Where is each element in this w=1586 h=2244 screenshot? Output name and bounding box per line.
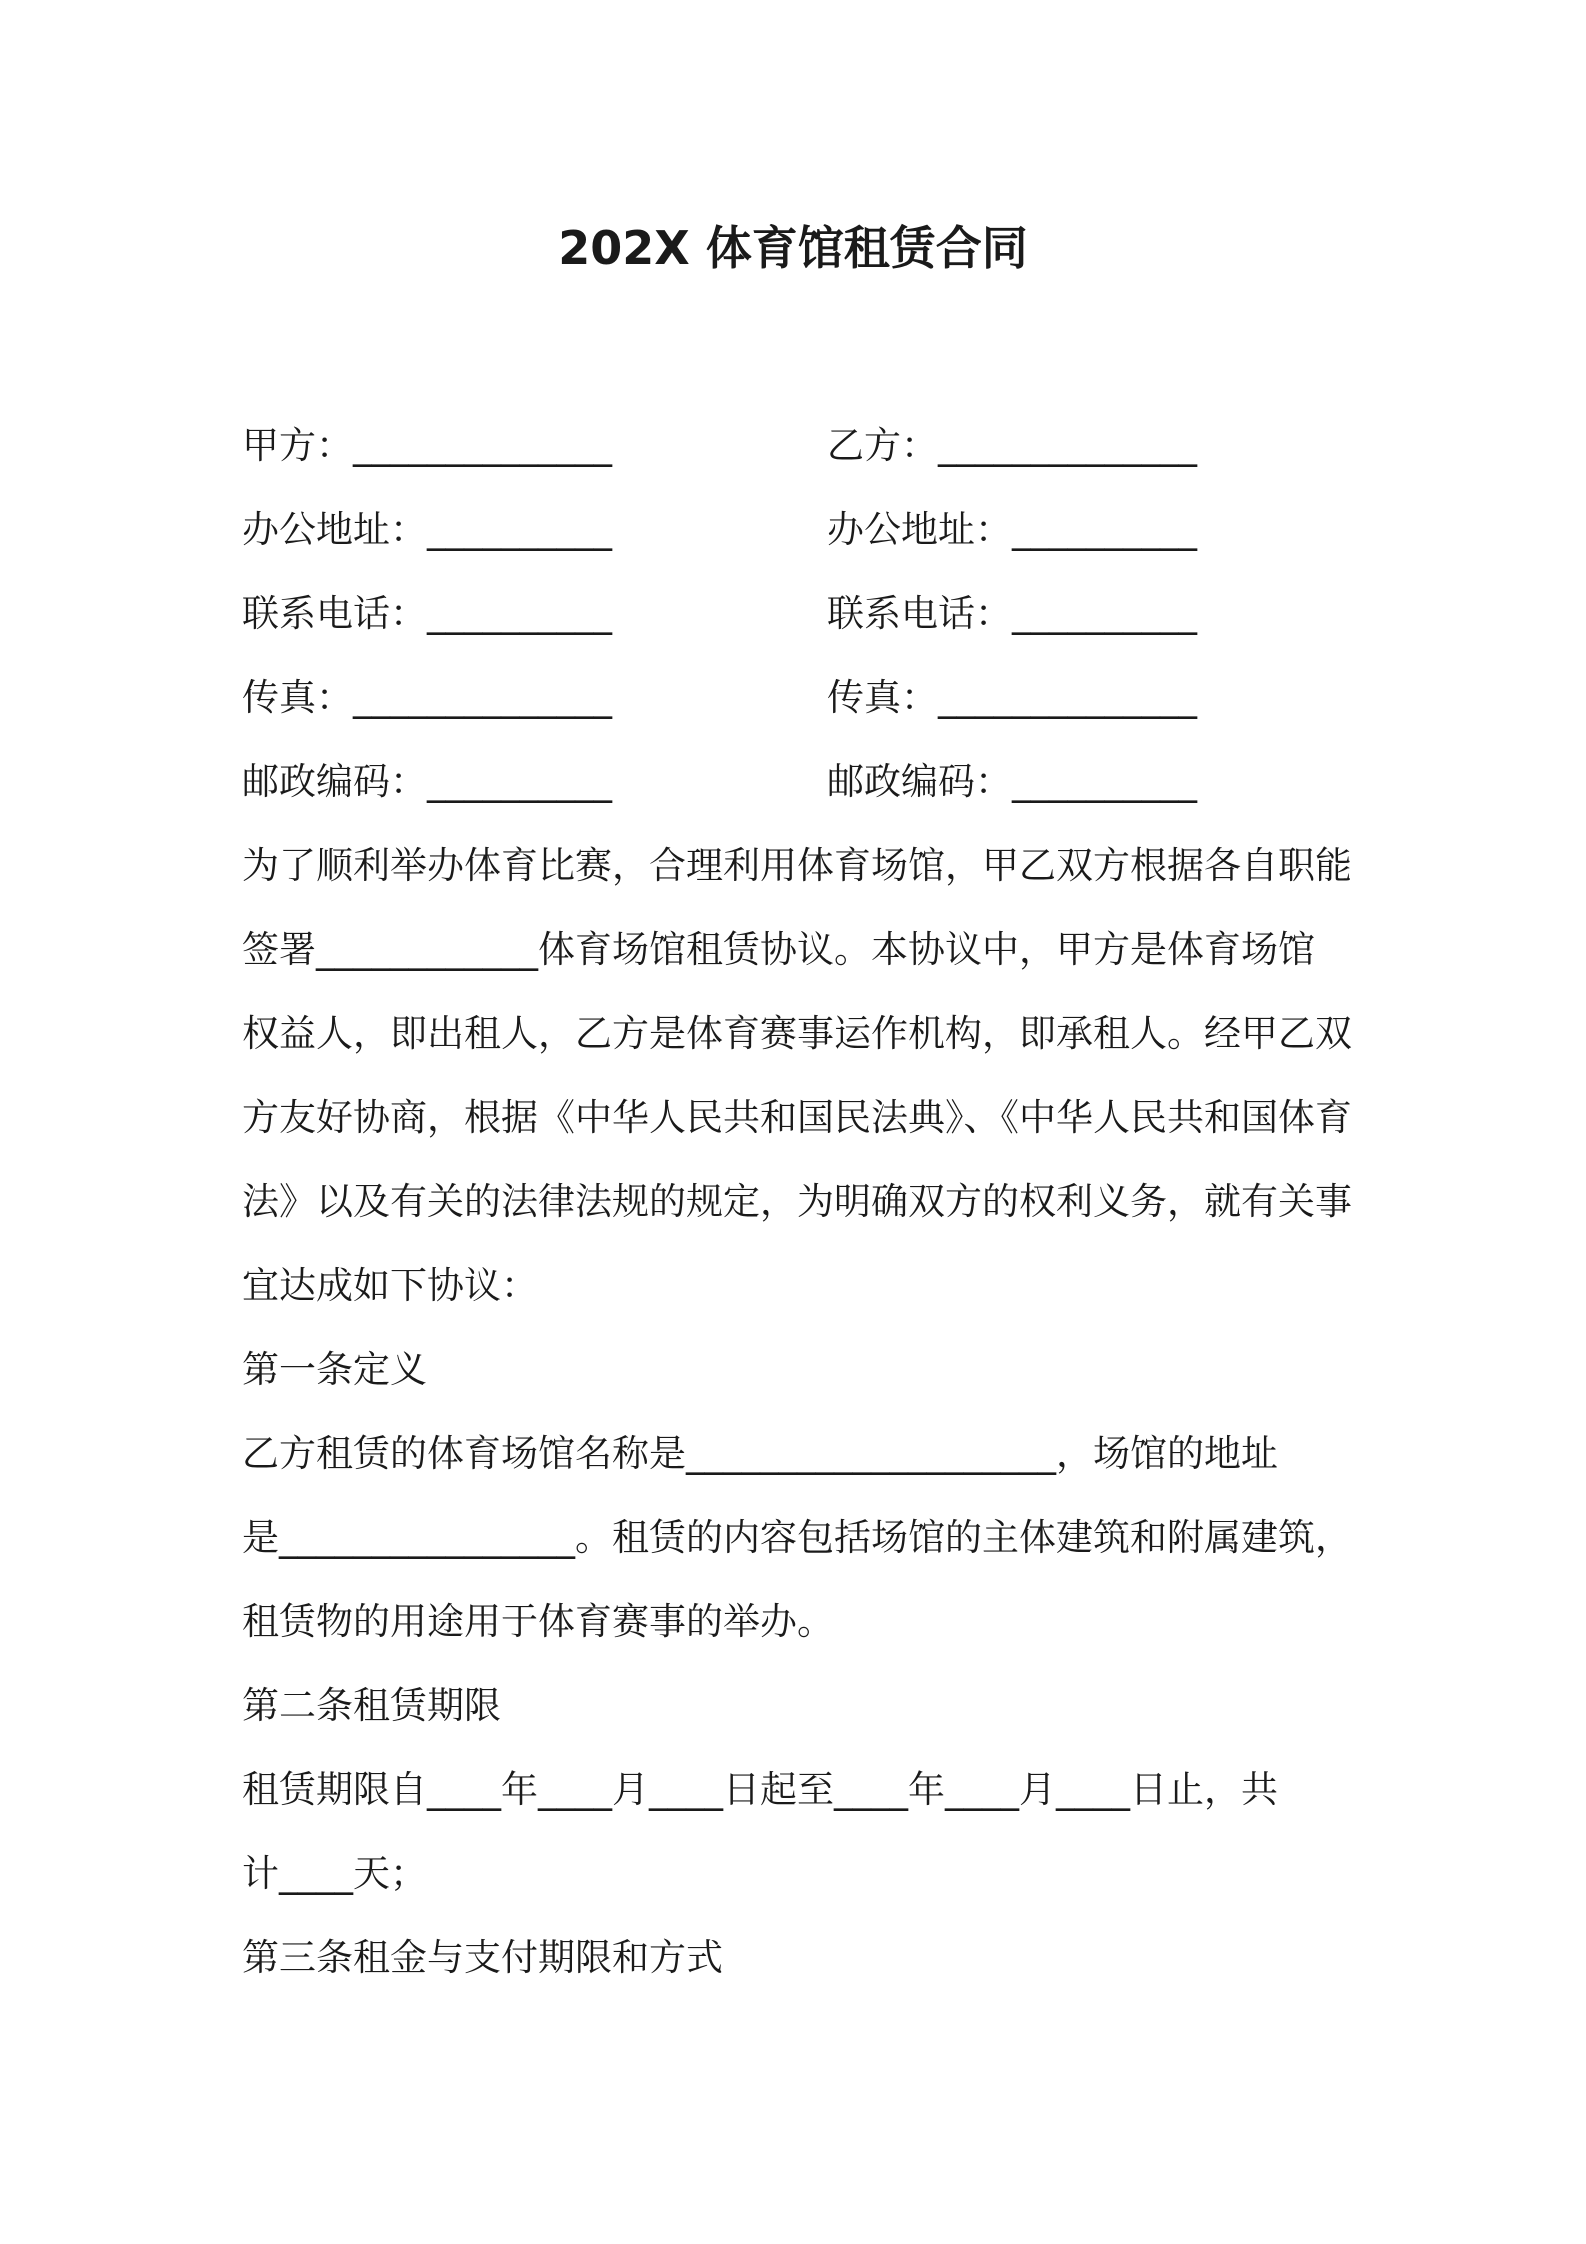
party-row <box>242 572 1362 656</box>
paragraph-line: 方友好协商，根据《中华人民共和国民法典》、《中华人民共和国体育 <box>242 1096 1352 1139</box>
contract-text <box>242 824 1362 2000</box>
party-b-field: 联系电话：__________ <box>827 592 1197 635</box>
document-body <box>242 404 1362 2000</box>
party-row <box>242 488 1362 572</box>
party-a-field: 邮政编码：__________ <box>242 760 612 803</box>
section-heading: 第二条租赁期限 <box>242 1684 501 1727</box>
section-heading: 第一条定义 <box>242 1348 427 1391</box>
party-a-field: 传真：______________ <box>242 676 612 719</box>
party-b-field: 乙方：______________ <box>827 424 1197 467</box>
paragraph-line: 权益人，即出租人，乙方是体育赛事运作机构，即承租人。经甲乙双 <box>242 1012 1352 1055</box>
party-info-block <box>242 404 1362 824</box>
party-b-field: 办公地址：__________ <box>827 508 1197 551</box>
paragraph-line: 是________________。租赁的内容包括场馆的主体建筑和附属建筑， <box>242 1516 1352 1559</box>
paragraph-line: 乙方租赁的体育场馆名称是____________________，场馆的地址 <box>242 1432 1278 1475</box>
party-b-field: 邮政编码：__________ <box>827 760 1197 803</box>
party-row <box>242 404 1362 488</box>
party-row <box>242 656 1362 740</box>
party-a-field: 办公地址：__________ <box>242 508 612 551</box>
party-a-field: 联系电话：__________ <box>242 592 612 635</box>
paragraph-line: 签署____________体育场馆租赁协议。本协议中，甲方是体育场馆 <box>242 928 1315 971</box>
party-b-field: 传真：______________ <box>827 676 1197 719</box>
paragraph-line: 计____天； <box>242 1852 427 1895</box>
paragraph-line: 宜达成如下协议： <box>242 1264 538 1307</box>
section-heading: 第三条租金与支付期限和方式 <box>242 1936 723 1979</box>
document-title: 202X 体育馆租赁合同 <box>558 221 1028 275</box>
paragraph-line: 为了顺利举办体育比赛，合理利用体育场馆，甲乙双方根据各自职能 <box>242 844 1352 887</box>
paragraph-line: 法》以及有关的法律法规的规定，为明确双方的权利义务，就有关事 <box>242 1180 1352 1223</box>
party-row <box>242 740 1362 824</box>
party-a-field: 甲方：______________ <box>242 424 612 467</box>
paragraph-line: 租赁物的用途用于体育赛事的举办。 <box>242 1600 834 1643</box>
paragraph-line: 租赁期限自____年____月____日起至____年____月____日止，共 <box>242 1768 1278 1811</box>
